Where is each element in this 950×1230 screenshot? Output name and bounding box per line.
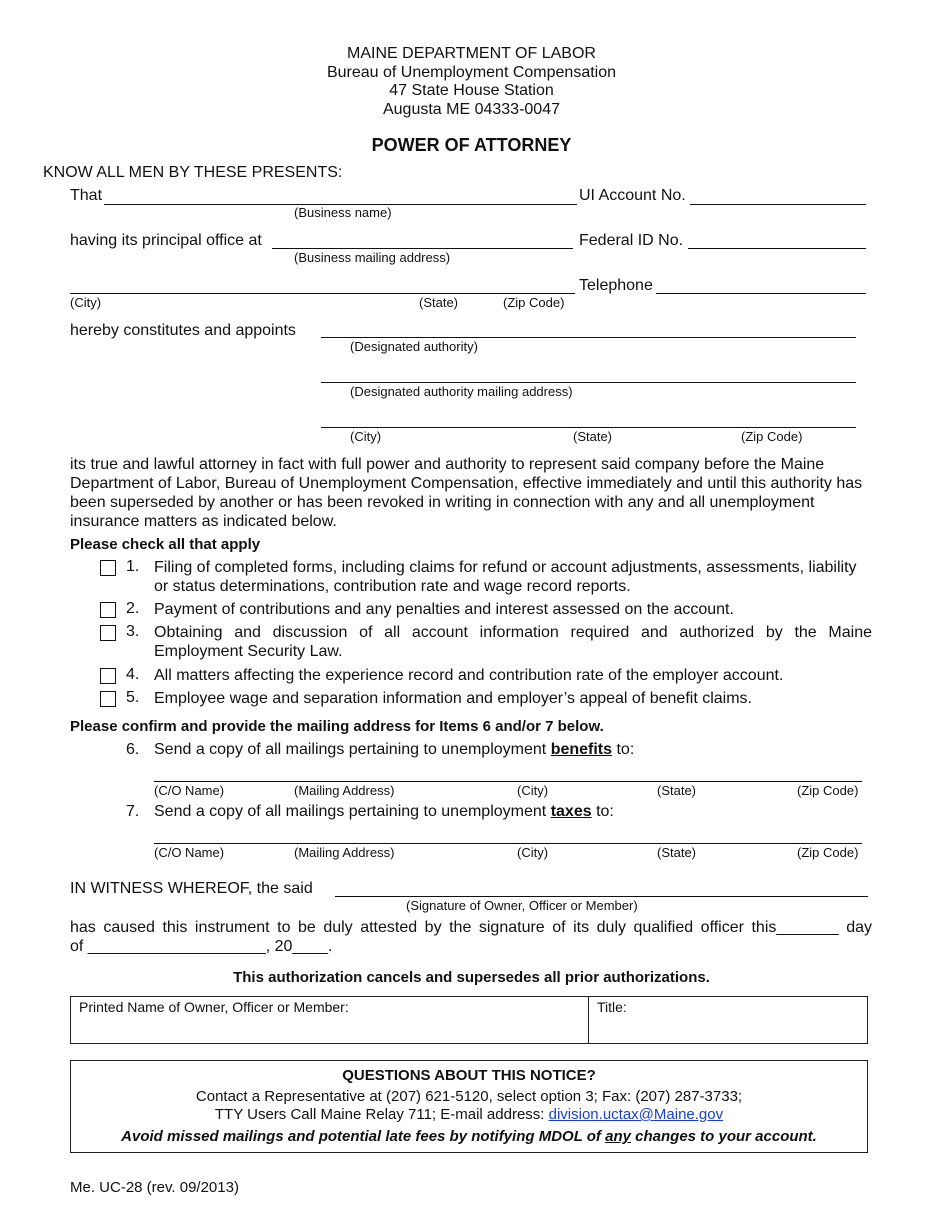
email-link[interactable]: division.uctax@Maine.gov — [548, 1106, 724, 1123]
item-4-number: 4. — [126, 666, 140, 683]
benefits-zip-caption: (Zip Code) — [797, 783, 859, 798]
item-7-suffix: to: — [596, 803, 614, 820]
item-2-number: 2. — [126, 600, 140, 617]
zip-caption: (Zip Code) — [503, 295, 565, 310]
benefits-mailing-field[interactable] — [154, 781, 862, 782]
designated-city-state-zip-field[interactable] — [321, 427, 856, 428]
item-1-text: Filing of completed forms, including claims for refund or account adjustments, assessments, liability or status determinations, contribution rate and wage record reports. — [154, 559, 857, 595]
designated-mailing-caption: (Designated authority mailing address) — [350, 384, 573, 399]
warning-prefix: Avoid missed mailings and potential late fees by notifying MDOL of — [121, 1128, 601, 1145]
taxes-co-name-caption: (C/O Name) — [154, 845, 225, 860]
printed-name-label: Printed Name of Owner, Officer or Member: — [79, 999, 349, 1015]
item-6-suffix: to: — [616, 741, 635, 758]
item-7-prefix: Send a copy of all mailings pertaining to unemployment — [154, 803, 547, 820]
bureau-name: Bureau of Unemployment Compensation — [326, 63, 617, 81]
benefits-state-caption: (State) — [657, 783, 697, 798]
cancel-notice: This authorization cancels and supersedes all prior authorizations. — [233, 969, 710, 986]
date-line: of ____________________, 20____. — [70, 938, 333, 955]
item-4-checkbox[interactable] — [100, 668, 116, 684]
item-7-text — [154, 803, 614, 821]
warning-suffix: changes to your account. — [635, 1128, 817, 1145]
intro-text: KNOW ALL MEN BY THESE PRESENTS: — [43, 164, 343, 181]
item-2-text: Payment of contributions and any penalties and interest assessed on the account. — [154, 601, 734, 618]
taxes-city-caption: (City) — [517, 845, 549, 860]
title-label: Title: — [597, 999, 627, 1015]
page-title: POWER OF ATTORNEY — [371, 135, 572, 155]
da-city-caption: (City) — [350, 429, 382, 444]
taxes-address-caption: (Mailing Address) — [294, 845, 395, 860]
ui-account-field[interactable] — [690, 204, 866, 205]
item-1-number: 1. — [126, 558, 140, 575]
designated-authority-caption: (Designated authority) — [350, 339, 478, 354]
form-number: Me. UC-28 (rev. 09/2013) — [70, 1179, 239, 1196]
contact-line: Contact a Representative at (207) 621-5120, select option 3; Fax: (207) 287-3733; — [195, 1088, 743, 1105]
item-5-checkbox[interactable] — [100, 691, 116, 707]
item-3-number: 3. — [126, 623, 140, 640]
taxes-zip-caption: (Zip Code) — [797, 845, 859, 860]
item-2-checkbox[interactable] — [100, 602, 116, 618]
state-caption: (State) — [419, 295, 459, 310]
da-zip-caption: (Zip Code) — [741, 429, 803, 444]
questions-heading: QUESTIONS ABOUT THIS NOTICE? — [342, 1067, 596, 1084]
printed-name-title-box — [70, 996, 868, 1044]
federal-id-label: Federal ID No. — [579, 232, 684, 249]
item-5-number: 5. — [126, 689, 140, 706]
agency-address-2: Augusta ME 04333-0047 — [382, 100, 560, 118]
that-label: That — [70, 187, 103, 204]
warning-keyword: any — [605, 1128, 631, 1145]
item-6-prefix: Send a copy of all mailings pertaining to unemployment — [154, 741, 547, 758]
city-caption: (City) — [70, 295, 102, 310]
item-7-number: 7. — [126, 803, 140, 820]
item-6-text — [154, 741, 634, 759]
benefits-city-caption: (City) — [517, 783, 549, 798]
da-state-caption: (State) — [573, 429, 613, 444]
tty-line — [71, 1106, 867, 1123]
item-7-keyword: taxes — [550, 803, 592, 820]
item-6-keyword: benefits — [550, 741, 613, 758]
designated-mailing-field[interactable] — [321, 382, 856, 383]
ui-account-label: UI Account No. — [579, 187, 686, 204]
authority-paragraph: its true and lawful attorney in fact with full power and authority to represent said company before the Maine Department of Labor, Bureau of Unemployment Compensation, effective immediately and until this authority has been superseded by another or has been revoked in writing in connection with any and all unemployment insurance matters as indicated below. — [70, 456, 863, 530]
questions-box — [70, 1060, 868, 1153]
business-city-state-zip-field[interactable] — [70, 293, 575, 294]
taxes-mailing-field[interactable] — [154, 843, 862, 844]
agency-address-1: 47 State House Station — [389, 82, 554, 99]
telephone-label: Telephone — [579, 277, 653, 294]
item-4-text: All matters affecting the experience record and contribution rate of the employer account. — [154, 667, 784, 684]
signature-caption: (Signature of Owner, Officer or Member) — [406, 898, 638, 913]
business-mailing-caption: (Business mailing address) — [294, 250, 451, 265]
item-6-number: 6. — [126, 741, 140, 758]
signature-field[interactable] — [335, 896, 868, 897]
telephone-field[interactable] — [656, 293, 866, 294]
letterhead — [0, 45, 943, 119]
tty-text: TTY Users Call Maine Relay 711; E-mail address: — [214, 1106, 545, 1123]
check-heading: Please check all that apply — [70, 536, 261, 553]
confirm-heading: Please confirm and provide the mailing address for Items 6 and/or 7 below. — [70, 718, 604, 735]
warning-line — [71, 1128, 867, 1145]
business-mailing-field[interactable] — [272, 248, 573, 249]
attest-line: has caused this instrument to be duly attested by the signature of its duly qualified officer this_______ day — [70, 919, 872, 936]
title-field[interactable] — [589, 997, 867, 1043]
witness-label: IN WITNESS WHEREOF, the said — [70, 880, 313, 897]
item-3-checkbox[interactable] — [100, 625, 116, 641]
principal-office-label: having its principal office at — [70, 232, 262, 249]
item-1-checkbox[interactable] — [100, 560, 116, 576]
benefits-co-name-caption: (C/O Name) — [154, 783, 225, 798]
taxes-state-caption: (State) — [657, 845, 697, 860]
item-3-text: Obtaining and discussion of all account information required and authorized by the Maine Employment Security Law. — [154, 624, 872, 660]
designated-authority-field[interactable] — [321, 337, 856, 338]
printed-name-field[interactable] — [71, 997, 587, 1043]
item-5-text: Employee wage and separation information and employer’s appeal of benefit claims. — [154, 690, 752, 707]
agency-name: MAINE DEPARTMENT OF LABOR — [347, 45, 596, 62]
benefits-address-caption: (Mailing Address) — [294, 783, 395, 798]
appoints-label: hereby constitutes and appoints — [70, 322, 296, 339]
federal-id-field[interactable] — [688, 248, 866, 249]
business-name-caption: (Business name) — [294, 205, 392, 220]
